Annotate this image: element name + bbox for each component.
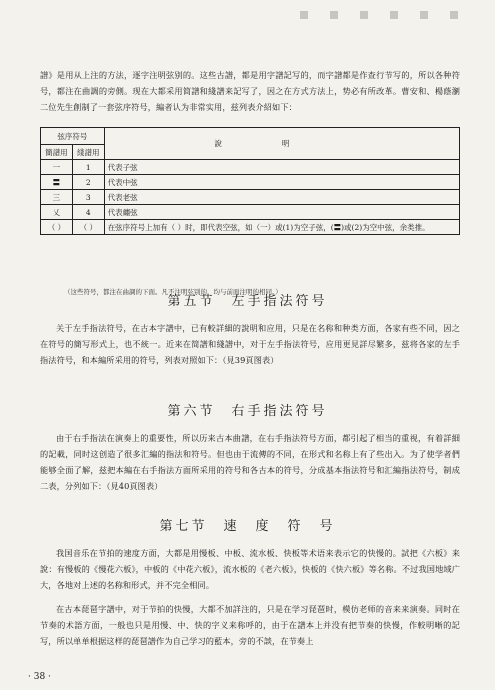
- table-row: [41, 220, 460, 235]
- table-xianpu-header: 綫譜用: [72, 145, 104, 160]
- xianpu-cell: （ ）: [72, 220, 104, 235]
- jianpu-cell: 〓: [41, 175, 73, 190]
- xianpu-cell: 2: [72, 175, 104, 190]
- table-header-row: [41, 128, 460, 145]
- table-row: [41, 205, 460, 220]
- section-7-text: 我国音乐在节拍的速度方面，大都是用慢板、中板、流水板、快板等术语来表示它的快慢的。試把《六板》来說：有慢板的《慢花六板》，中板的《中花六板》，流水板的《老六板》，快板的《快六板》等名称。不过我国地域广大，各地对上述的名称和形式，并不完全相同。: [40, 548, 460, 590]
- section-5-text: 关于左手指法符号，在古本字譜中，已有較詳細的說明和应用，只是在名称和种类方面，各家有些不同，因之在符号的簡写形式上，也不統一。近来在简譜和綫譜中，对于左手指法符号，应用更見詳尽繁多，兹将各家的左手指法符号，和本編所采用的符号，列表对照如下：（見39頁图表）: [40, 323, 460, 365]
- desc-cell: 代表中弦: [104, 175, 459, 190]
- desc-cell: 代表纏弦: [104, 205, 459, 220]
- table-jianpu-header: 簡譜用: [41, 145, 73, 160]
- section-7-text-2: 在古本琵琶字譜中，对于节拍的快慢，大都不加詳注的，只是在学习琵琶时，模仿老师的音来来演奏。同时在节奏的术語方面，一般也只是用慢、中、快的字义来称呼的，由于在譜本上并没有把节奏的快慢，作較明晰的記写，所以单单根据这样的琵琶譜作为自己学习的藍本，旁的不談，在节奏上: [40, 604, 460, 646]
- desc-cell: 在弦序符号上加有（ ）时，即代表空弦，如（一）或(1)为空子弦，(〓)或(2)为空中弦，余类推。: [104, 220, 459, 235]
- table-desc-header: 說明: [104, 128, 459, 160]
- table-footnote: （这些符号，都注在曲調的下面。凡不注明弦别的，均与前面注明的相同。）: [64, 288, 282, 296]
- jianpu-cell: 三: [41, 190, 73, 205]
- intro-paragraph: 譜》是用从上注的方法，逐字注明弦别的。这些古譜，都是用字譜記写的，而字譜都是作查行节写的，所以各种符号，都注在曲調的旁側。现在大都采用简譜和綫譜来記写了，因之在方式方法上，势必有所改革。曹安和、楊蔭瀏二位先生創制了一套弦序符号，編者认为非常实用，兹列表介紹如下：: [40, 70, 460, 112]
- table-row: [41, 190, 460, 205]
- jianpu-cell: （ ）: [41, 220, 73, 235]
- jianpu-cell: 一: [41, 160, 73, 175]
- desc-cell: 代表子弦: [104, 160, 459, 175]
- desc-cell: 代表老弦: [104, 190, 459, 205]
- xianpu-cell: 1: [72, 160, 104, 175]
- string-order-symbol-table: [40, 127, 460, 235]
- page-number: · 38 ·: [28, 672, 51, 682]
- xianpu-cell: 4: [72, 205, 104, 220]
- table-group-header: 弦序符号: [41, 128, 105, 145]
- section-7-heading: 第七节 速 度 符 号: [159, 519, 336, 534]
- section-6-heading: 第六节 右手指法符号: [167, 404, 328, 419]
- table-row: [41, 175, 460, 190]
- jianpu-cell: 乂: [41, 205, 73, 220]
- page-top-scan-marks: [0, 9, 495, 21]
- xianpu-cell: 3: [72, 190, 104, 205]
- section-6-text: 由于右手指法在演奏上的重要性，所以历来古本曲譜，在右手指法符号方面，都引起了相当的重视，有着詳細的記載，同时这创造了很多汇編的指法和符号。但也由于流傳的不同，在形式和名称上有了些出入。为了使学者們能够全面了解，兹把本編在右手指法方面所采用的符号和各古本的符号，分成基本指法符号和汇編指法符号，制成二表，分列如下：（見40頁图表）: [40, 433, 460, 491]
- section-5-heading: 第五节 左手指法符号: [167, 294, 328, 309]
- table-row: [41, 160, 460, 175]
